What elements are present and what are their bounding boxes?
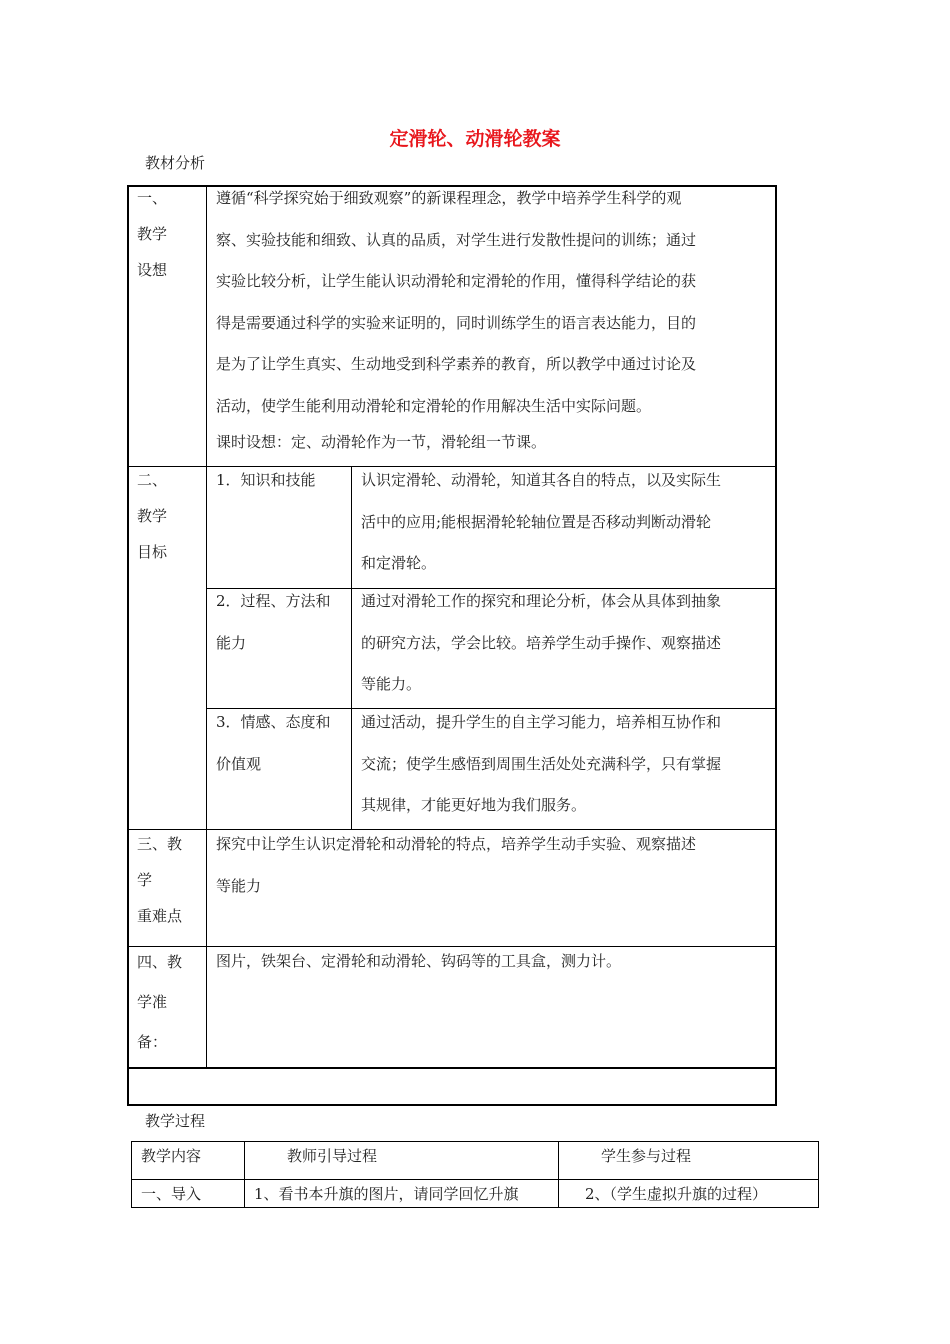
table-border <box>244 1141 245 1208</box>
document-title: 定滑轮、动滑轮教案 <box>389 128 561 150</box>
table-border <box>131 1141 132 1208</box>
section-label-process: 教学过程 <box>145 1112 206 1130</box>
table-border <box>558 1141 559 1208</box>
column-header: 教师引导过程 <box>287 1147 378 1165</box>
preparation-label: 四、教 学准 备： <box>137 953 183 1051</box>
section-label-analysis: 教材分析 <box>145 154 206 172</box>
table-border <box>127 1104 777 1106</box>
table-cell: 1、看书本升旗的图片，请同学回忆升旗 <box>254 1185 519 1203</box>
objective-content: 通过活动，提升学生的自主学习能力，培养相互协作和 交流；使学生感悟到周围生活处处充满科学，只有掌握 其规律，才能更好地为我们服务。 <box>361 713 722 814</box>
table-border <box>127 185 129 1106</box>
objective-content: 通过对滑轮工作的探究和理论分析，体会从具体到抽象 的研究方法，学会比较。培养学生动手操作、观察描述 等能力。 <box>361 592 722 693</box>
objective-content: 认识定滑轮、动滑轮，知道其各自的特点，以及实际生 活中的应用;能根据滑轮轮轴位置是否移动判断动滑轮 和定滑轮。 <box>361 471 722 572</box>
table-border <box>127 1067 777 1069</box>
design-label: 一、 教学 设想 <box>137 189 168 279</box>
table-border <box>206 185 207 1068</box>
design-content: 遵循“科学探究始于细致观察”的新课程理念，教学中培养学生科学的观 察、实验技能和细致、认真的品质，对学生进行发散性提问的训练；通过 实验比较分析，让学生能认识动滑轮和定滑轮的作用，懂得科学结论的获 得是需要通过科学的实验来证明的，同时训练学生的语言表达能力，目的 是为了让学生真实、生动地受到科学素养的教育，所以教学中通过讨论及 活动，使学生能利用动滑轮和定滑轮的作用解决生活中实际问题。 课时设想：定、动滑轮作为一节，滑轮组一节课。 <box>216 189 697 451</box>
objective-name: 2．过程、方法和 能力 <box>216 592 331 652</box>
preparation-content: 图片，铁架台、定滑轮和动滑轮、钩码等的工具盒，测力计。 <box>216 952 622 970</box>
table-border <box>351 467 352 829</box>
objectives-label: 二、 教学 目标 <box>137 471 168 561</box>
table-border <box>775 185 777 1106</box>
column-header: 学生参与过程 <box>601 1147 692 1165</box>
table-border <box>131 1141 819 1142</box>
table-cell: 一、导入 <box>141 1185 202 1203</box>
objective-name: 3．情感、态度和 价值观 <box>216 713 331 773</box>
keypoints-content: 探究中让学生认识定滑轮和动滑轮的特点，培养学生动手实验、观察描述 等能力 <box>216 835 697 895</box>
keypoints-label: 三、教 学 重难点 <box>137 835 183 925</box>
column-header: 教学内容 <box>141 1147 202 1165</box>
objective-name: 1．知识和技能 <box>216 471 316 489</box>
table-border <box>818 1141 819 1208</box>
table-cell: 2、（学生虚拟升旗的过程） <box>585 1185 768 1203</box>
